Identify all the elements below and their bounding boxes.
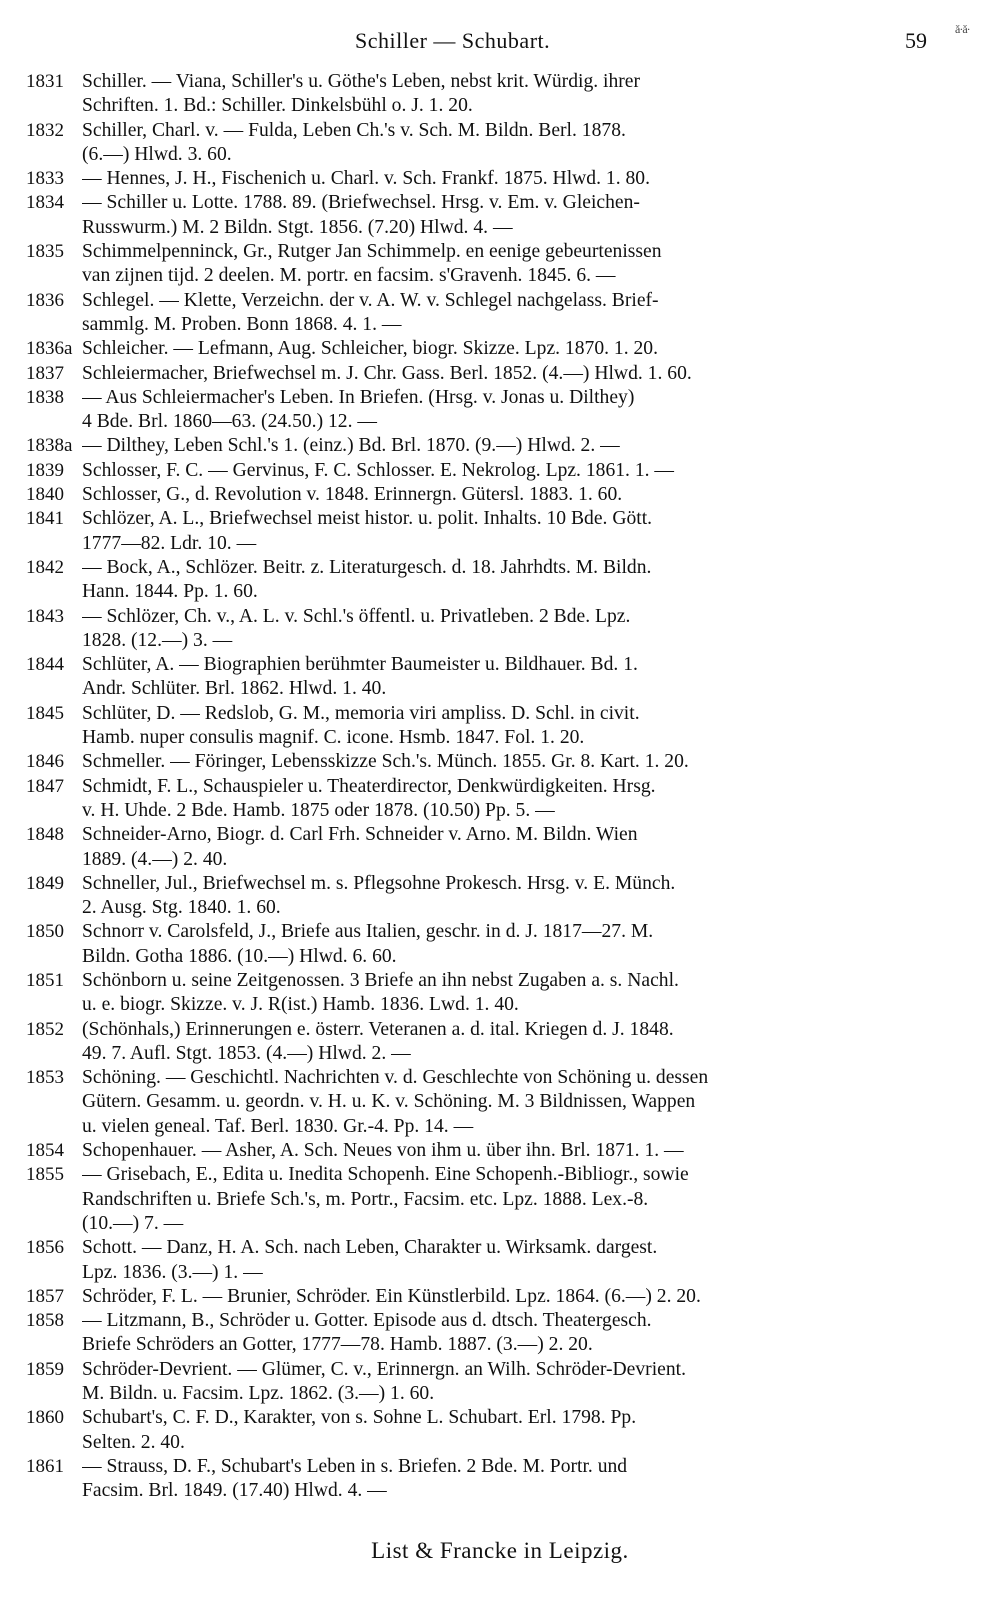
entry-text [82, 1285, 926, 1309]
catalog-entry [26, 1285, 926, 1309]
catalog-entry [26, 1455, 926, 1504]
catalog-entry [26, 872, 926, 921]
catalog-entry [26, 1358, 926, 1407]
entry-number: 1851 [26, 969, 64, 991]
entry-number: 1844 [26, 654, 64, 676]
catalog-entry [26, 1018, 926, 1067]
entry-line: Schmidt, F. L., Schauspieler u. Theaterdirector, Denkwürdigkeiten. Hrsg. [82, 775, 656, 797]
entry-line: Schiller, Charl. v. — Fulda, Leben Ch.'s v. Sch. M. Bildn. Berl. 1878. [82, 119, 626, 141]
catalog-entry [26, 1066, 926, 1139]
entry-number: 1856 [26, 1237, 64, 1259]
entry-line: 1777—82. Ldr. 10. — [82, 532, 257, 554]
entry-line: — Dilthey, Leben Schl.'s 1. (einz.) Bd. Brl. 1870. (9.—) Hlwd. 2. — [82, 435, 620, 457]
entry-line: v. H. Uhde. 2 Bde. Hamb. 1875 oder 1878. (10.50) Pp. 5. — [82, 799, 555, 821]
entry-line: Bildn. Gotha 1886. (10.—) Hlwd. 6. 60. [82, 945, 397, 967]
corner-mark: ǎ·ǎ· [955, 22, 970, 36]
catalog-entry [26, 337, 926, 361]
entry-text [82, 1358, 926, 1407]
entry-text [82, 119, 926, 168]
entry-line: Schriften. 1. Bd.: Schiller. Dinkelsbühl o. J. 1. 20. [82, 95, 473, 117]
entry-line: Hamb. nuper consulis magnif. C. icone. Hsmb. 1847. Fol. 1. 20. [82, 727, 585, 749]
entry-number: 1834 [26, 192, 64, 214]
entry-text [82, 1066, 926, 1139]
catalog-entry [26, 289, 926, 338]
entry-number: 1838a [26, 435, 73, 457]
entry-text [82, 605, 926, 654]
entry-text [82, 507, 926, 556]
entry-line: Schneller, Jul., Briefwechsel m. s. Pflegsohne Prokesch. Hrsg. v. E. Münch. [82, 872, 676, 894]
catalog-entry [26, 1309, 926, 1358]
catalog-entry [26, 459, 926, 483]
entry-line: (Schönhals,) Erinnerungen e. österr. Veteranen a. d. ital. Kriegen d. J. 1848. [82, 1018, 674, 1040]
entry-number: 1845 [26, 702, 64, 724]
entry-number: 1860 [26, 1407, 64, 1429]
entry-text [82, 362, 926, 386]
entry-text [82, 1163, 926, 1236]
entry-line: — Litzmann, B., Schröder u. Gotter. Episode aus d. dtsch. Theatergesch. [82, 1310, 652, 1332]
entry-text [82, 653, 926, 702]
entry-line: Facsim. Brl. 1849. (17.40) Hlwd. 4. — [82, 1480, 387, 1502]
entry-line: — Bock, A., Schlözer. Beitr. z. Literaturgesch. d. 18. Jahrhdts. M. Bildn. [82, 556, 652, 578]
entry-text [82, 386, 926, 435]
entry-number: 1858 [26, 1310, 64, 1332]
entry-number: 1848 [26, 824, 64, 846]
entry-text [82, 240, 926, 289]
catalog-entry [26, 775, 926, 824]
entry-number: 1849 [26, 872, 64, 894]
entry-line: Schneider-Arno, Biogr. d. Carl Frh. Schneider v. Arno. M. Bildn. Wien [82, 824, 638, 846]
entry-number: 1859 [26, 1358, 64, 1380]
catalog-entry [26, 507, 926, 556]
entry-number: 1854 [26, 1140, 64, 1162]
catalog-entry [26, 823, 926, 872]
entry-text [82, 434, 926, 458]
entry-line: Gütern. Gesamm. u. geordn. v. H. u. K. v. Schöning. M. 3 Bildnissen, Wappen [82, 1091, 696, 1113]
entry-line: Schiller. — Viana, Schiller's u. Göthe's Leben, nebst krit. Würdig. ihrer [82, 71, 641, 92]
entry-line: Russwurm.) M. 2 Bildn. Stgt. 1856. (7.20) Hlwd. 4. — [82, 216, 513, 238]
entry-number: 1839 [26, 459, 64, 481]
catalog-entries [26, 70, 926, 1504]
catalog-entry [26, 362, 926, 386]
entry-line: Schlüter, D. — Redslob, G. M., memoria viri ampliss. D. Schl. in civit. [82, 702, 640, 724]
catalog-entry [26, 70, 926, 119]
entry-line: Lpz. 1836. (3.—) 1. — [82, 1261, 263, 1283]
entry-line: Schlosser, G., d. Revolution v. 1848. Erinnergn. Gütersl. 1883. 1. 60. [82, 484, 623, 506]
entry-line: Schlözer, A. L., Briefwechsel meist histor. u. polit. Inhalts. 10 Bde. Gött. [82, 508, 653, 530]
entry-text [82, 459, 926, 483]
entry-line: sammlg. M. Proben. Bonn 1868. 4. 1. — [82, 313, 402, 335]
entry-line: — Grisebach, E., Edita u. Inedita Schopenh. Eine Schopenh.-Bibliogr., sowie [82, 1164, 689, 1186]
entry-line: Schnorr v. Carolsfeld, J., Briefe aus Italien, geschr. in d. J. 1817—27. M. [82, 921, 654, 943]
entry-line: Schröder-Devrient. — Glümer, C. v., Erinnergn. an Wilh. Schröder-Devrient. [82, 1358, 686, 1380]
entry-line: Briefe Schröders an Gotter, 1777—78. Hamb. 1887. (3.—) 2. 20. [82, 1334, 593, 1356]
entry-number: 1846 [26, 751, 64, 773]
entry-line: Selten. 2. 40. [82, 1431, 185, 1453]
catalog-entry [26, 920, 926, 969]
entry-number: 1857 [26, 1285, 64, 1307]
publisher-footer: List & Francke in Leipzig. [371, 1538, 629, 1563]
catalog-entry [26, 240, 926, 289]
entry-text [82, 337, 926, 361]
entry-line: — Aus Schleiermacher's Leben. In Briefen. (Hrsg. v. Jonas u. Dilthey) [82, 386, 635, 408]
entry-line: Schubart's, C. F. D., Karakter, von s. Sohne L. Schubart. Erl. 1798. Pp. [82, 1407, 637, 1429]
entry-line: — Schlözer, Ch. v., A. L. v. Schl.'s öffentl. u. Privatleben. 2 Bde. Lpz. [82, 605, 631, 627]
entry-number: 1850 [26, 921, 64, 943]
entry-number: 1837 [26, 362, 64, 384]
entry-line: 1889. (4.—) 2. 40. [82, 848, 228, 870]
entry-number: 1847 [26, 775, 64, 797]
entry-line: 49. 7. Aufl. Stgt. 1853. (4.—) Hlwd. 2. — [82, 1042, 411, 1064]
entry-number: 1836a [26, 338, 73, 360]
entry-line: M. Bildn. u. Facsim. Lpz. 1862. (3.—) 1. 60. [82, 1383, 435, 1405]
catalog-entry [26, 556, 926, 605]
entry-text [82, 289, 926, 338]
entry-text [82, 167, 926, 191]
entry-text [82, 750, 926, 774]
entry-number: 1833 [26, 168, 64, 190]
catalog-entry [26, 1406, 926, 1455]
entry-number: 1838 [26, 386, 64, 408]
entry-text [82, 1455, 926, 1504]
entry-text [82, 872, 926, 921]
page-header [0, 22, 1000, 62]
entry-text [82, 191, 926, 240]
entry-line: — Hennes, J. H., Fischenich u. Charl. v. Sch. Frankf. 1875. Hlwd. 1. 80. [82, 168, 650, 190]
entry-text [82, 969, 926, 1018]
catalog-entry [26, 1163, 926, 1236]
entry-line: Schlosser, F. C. — Gervinus, F. C. Schlosser. E. Nekrolog. Lpz. 1861. 1. — [82, 459, 675, 481]
entry-line: Andr. Schlüter. Brl. 1862. Hlwd. 1. 40. [82, 678, 387, 700]
catalog-entry [26, 1236, 926, 1285]
catalog-entry [26, 167, 926, 191]
entry-number: 1842 [26, 556, 64, 578]
entry-line: 4 Bde. Brl. 1860—63. (24.50.) 12. — [82, 411, 377, 433]
entry-text [82, 702, 926, 751]
entry-line: Schlegel. — Klette, Verzeichn. der v. A. W. v. Schlegel nachgelass. Brief- [82, 289, 659, 311]
entry-text [82, 920, 926, 969]
entry-line: (10.—) 7. — [82, 1212, 184, 1234]
entry-line: Schleiermacher, Briefwechsel m. J. Chr. Gass. Berl. 1852. (4.—) Hlwd. 1. 60. [82, 362, 692, 384]
entry-line: Schlüter, A. — Biographien berühmter Baumeister u. Bildhauer. Bd. 1. [82, 654, 638, 676]
catalog-entry [26, 191, 926, 240]
entry-text [82, 775, 926, 824]
entry-line: Schimmelpenninck, Gr., Rutger Jan Schimmelp. en eenige gebeurtenissen [82, 241, 662, 263]
catalog-entry [26, 1139, 926, 1163]
entry-text [82, 1236, 926, 1285]
entry-text [82, 823, 926, 872]
entry-number: 1840 [26, 484, 64, 506]
catalog-entry [26, 119, 926, 168]
catalog-entry [26, 750, 926, 774]
catalog-entry [26, 702, 926, 751]
entry-number: 1853 [26, 1067, 64, 1089]
entry-line: van zijnen tijd. 2 deelen. M. portr. en facsim. s'Gravenh. 1845. 6. — [82, 265, 616, 287]
entry-number: 1852 [26, 1018, 64, 1040]
entry-line: Schöning. — Geschichtl. Nachrichten v. d. Geschlechte von Schöning u. dessen [82, 1067, 709, 1089]
entry-line: 2. Ausg. Stg. 1840. 1. 60. [82, 897, 281, 919]
catalog-entry [26, 653, 926, 702]
catalog-entry [26, 434, 926, 458]
entry-number: 1841 [26, 508, 64, 530]
entry-text [82, 1018, 926, 1067]
entry-line: Randschriften u. Briefe Sch.'s, m. Portr., Facsim. etc. Lpz. 1888. Lex.-8. [82, 1188, 649, 1210]
catalog-entry [26, 605, 926, 654]
entry-line: (6.—) Hlwd. 3. 60. [82, 143, 232, 165]
entry-number: 1861 [26, 1455, 64, 1477]
entry-line: — Schiller u. Lotte. 1788. 89. (Briefwechsel. Hrsg. v. Em. v. Gleichen- [82, 192, 640, 214]
catalog-entry [26, 483, 926, 507]
entry-text [82, 1406, 926, 1455]
entry-number: 1855 [26, 1164, 64, 1186]
entry-line: Schönborn u. seine Zeitgenossen. 3 Briefe an ihn nebst Zugaben a. s. Nachl. [82, 969, 679, 991]
entry-line: u. vielen geneal. Taf. Berl. 1830. Gr.-4. Pp. 14. — [82, 1115, 474, 1137]
entry-text [82, 556, 926, 605]
entry-number: 1843 [26, 605, 64, 627]
catalog-entry [26, 386, 926, 435]
entry-line: Schröder, F. L. — Brunier, Schröder. Ein Künstlerbild. Lpz. 1864. (6.—) 2. 20. [82, 1285, 701, 1307]
entry-line: Schmeller. — Föringer, Lebensskizze Sch.'s. Münch. 1855. Gr. 8. Kart. 1. 20. [82, 751, 689, 773]
entry-text [82, 1139, 926, 1163]
entry-line: Hann. 1844. Pp. 1. 60. [82, 581, 258, 603]
entry-line: 1828. (12.—) 3. — [82, 629, 233, 651]
catalog-entry [26, 969, 926, 1018]
entry-line: Schopenhauer. — Asher, A. Sch. Neues von ihm u. über ihn. Brl. 1871. 1. — [82, 1140, 684, 1162]
entry-line: — Strauss, D. F., Schubart's Leben in s. Briefen. 2 Bde. M. Portr. und [82, 1455, 628, 1477]
entry-number: 1831 [26, 71, 64, 92]
entry-number: 1836 [26, 289, 64, 311]
entry-text [82, 483, 926, 507]
entry-line: Schott. — Danz, H. A. Sch. nach Leben, Charakter u. Wirksamk. dargest. [82, 1237, 658, 1259]
entry-text [82, 70, 926, 119]
entry-number: 1835 [26, 241, 64, 263]
running-title: Schiller — Schubart. [355, 28, 551, 53]
entry-number: 1832 [26, 119, 64, 141]
page-number: 59 [905, 28, 927, 53]
entry-text [82, 1309, 926, 1358]
entry-line: Schleicher. — Lefmann, Aug. Schleicher, biogr. Skizze. Lpz. 1870. 1. 20. [82, 338, 659, 360]
entry-line: u. e. biogr. Skizze. v. J. R(ist.) Hamb. 1836. Lwd. 1. 40. [82, 994, 519, 1016]
